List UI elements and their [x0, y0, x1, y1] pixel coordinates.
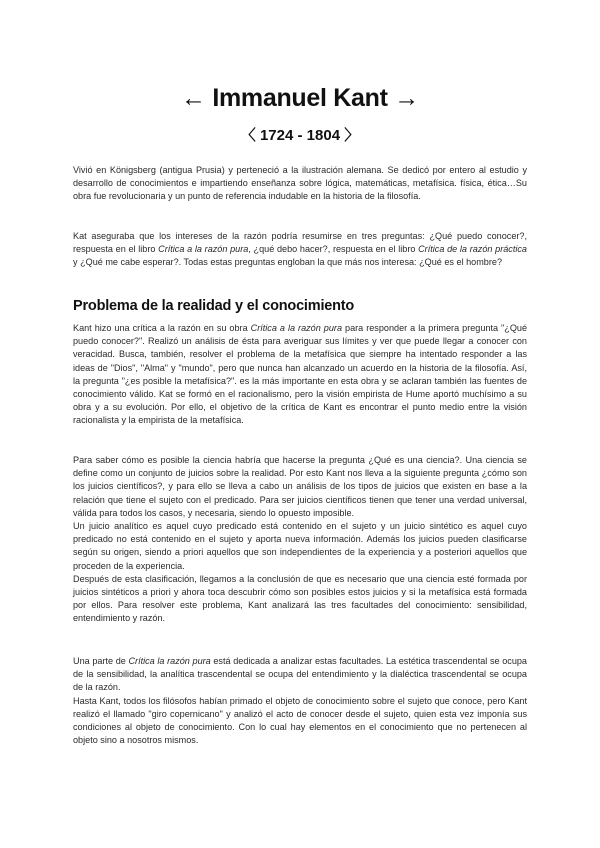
p1-book-title: Crítica a la razón pura: [250, 323, 343, 333]
section-heading: Problema de la realidad y el conocimiento: [73, 298, 355, 314]
intro2-text-a: Kat aseguraba que los intereses de la razón podría resumirse en tres preguntas: ¿Qué puedo conocer?, respuesta en el libro: [73, 231, 527, 255]
section-paragraph-2: [73, 454, 527, 626]
intro-text: Vivió en Königsberg (antigua Prusia) y perteneció a la ilustración alemana. Se dedicó por entero al estudio y desarrollo de conocimientos e impartiendo enseñanza sobre lógica, matemáticas, metafísica. física, ética…Su obra fue revolucionaria y un punto de referencia indudable en la historia de la filosofía.: [73, 165, 527, 202]
book-title-pura: Crítica a la razón pura: [158, 244, 249, 255]
p2-part-1: Para saber cómo es posible la ciencia habría que hacerse la pregunta ¿Qué es una ciencia?. Una ciencia se define como un conjunto de juicios sobre la realidad. Por esto Kant nos lleva a la siguiente pregunta ¿cómo son los juicios científicos?, y para ello se lleva a cabo un análisis de los tipos de juicios que existen en base a la relación que tiene el sujeto con el predicado. Para ser juicios científicos tienen que tener una verdad universal, válida para todos los casos, y necesaria, siendo lo opuesto imposible.: [73, 455, 527, 518]
section-paragraph-3: [73, 655, 527, 747]
p3-text-a: Una parte de: [73, 656, 129, 666]
lifespan-dates: 〈 1724 - 1804 〉: [240, 127, 360, 144]
p3-text-c: está dedicada a analizar estas facultades. La estética trascendental se ocupa de la sensibilidad, la analítica trascendental se ocupa del entendimiento y la dialéctica trascendental se ocupa de la razón.: [73, 656, 527, 693]
intro-questions-paragraph: [73, 230, 527, 270]
p2-part-2: Un juicio analítico es aquel cuyo predicado está contenido en el sujeto y un juicio sintético es aquel cuyo predicado no está contenido en el sujeto y aporta nueva información. Además los juicios pueden clasificarse según su origen, siendo a priori aquellos que son independientes de la experiencia y a posteriori aquellos que proceden de la experiencia.: [73, 521, 527, 571]
p4-text: Hasta Kant, todos los filósofos habían primado el objeto de conocimiento sobre el sujeto que conoce, pero Kant realizó el llamado "giro copernicano" y analizó el acto de conocer desde el sujeto, quien esta vez imponía sus condiciones al objeto de conocimiento. Con lo cual hay elementos en el conocimiento que no pertenecen al objeto sino a nosotros mismos.: [73, 695, 527, 746]
p3-book-title: Crítica la razón pura: [128, 656, 211, 666]
document-title: ← Immanuel Kant →: [181, 84, 419, 112]
section-paragraph-1: [73, 322, 527, 428]
intro2-text-c: , ¿qué debo hacer?, respuesta en el libro: [248, 244, 419, 255]
intro-paragraph: [73, 164, 527, 204]
p1-text-a: Kant hizo una crítica a la razón en su obra: [73, 323, 251, 333]
p1-text-c: para responder a la primera pregunta "¿Qué puedo conocer?". Realizó un análisis de ésta para averiguar sus límites y ver que puede llegar a conocer con veracidad. Busca, también, resolver el problema de la metafísica que siempre ha intentado responder a las ideas de "Dios", "Alma" y "mundo", pero que nunca han alcanzado un acuerdo en la historia de la filosofía. Así, la pregunta "¿es posible la metafísica?". es la más importante en esta obra y se aclaran también las fuentes de conocimiento válido. Kat se formó en el racionalismo, pero la visión empirista de Hume aportó muchísimo a su obra y a su evolución. Por ello, el objetivo de la crítica de Kant es encontrar el punto medio entre la visión racionalista y la empirista de la metafísica.: [73, 323, 528, 426]
intro2-text-e: y ¿Qué me cabe esperar?. Todas estas preguntas engloban la que más nos interesa: ¿Qué es el hombre?: [73, 257, 503, 268]
p2-part-3: Después de esta clasificación, llegamos a la conclusión de que es necesario que una ciencia esté formada por juicios sintéticos a priori y ahora toca descubrir cómo son posibles estos juicios y si la metafísica está formada por ellos. Para resolver este problema, Kant analizará las tres facultades del conocimiento: sensibilidad, entendimiento y razón.: [73, 573, 527, 624]
book-title-practica: Crítica de la razón práctica: [418, 244, 527, 255]
